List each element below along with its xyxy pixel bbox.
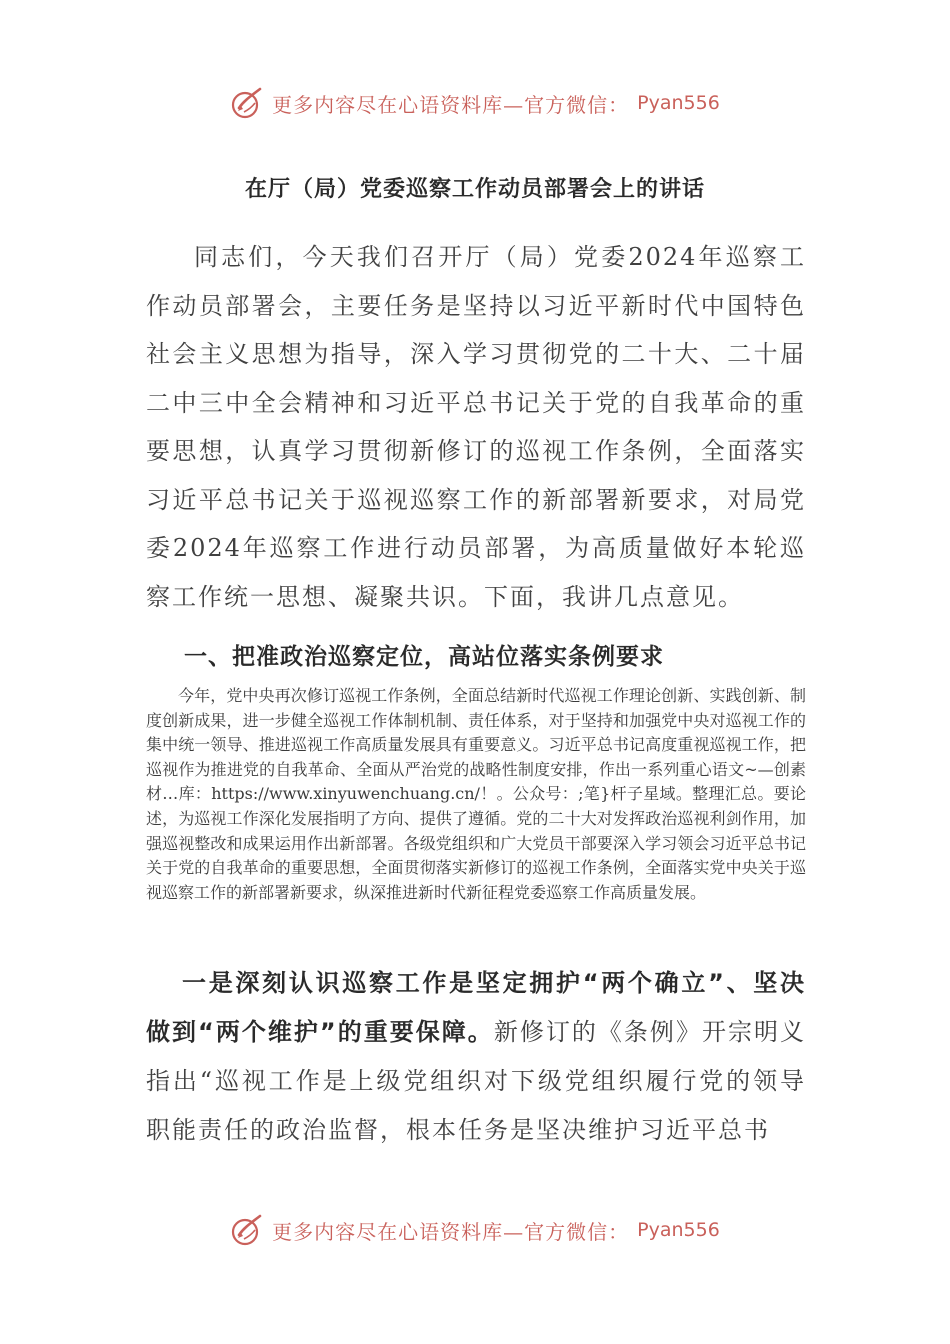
opening-paragraph: 同志们，今天我们召开厅（局）党委2024年巡察工作动员部署会，主要任务是坚持以习近平新时代中国特色社会主义思想为指导，深入学习贯彻党的二十大、二十届二中三中全会精神和习近平总书记关于党的自我革命的重要思想，认真学习贯彻新修订的巡视工作条例，全面落实习近平总书记关于巡视巡察工作的新部署新要求，对局党委2024年巡察工作进行动员部署，为高质量做好本轮巡察工作统一思想、凝聚共识。下面，我讲几点意见。 xyxy=(146,243,806,611)
footer-watermark xyxy=(0,1213,950,1247)
point-one-body: 新修订的《条例》开宗明义指出“巡视工作是上级党组织对下级党组织履行党的领导职能责任的政治监督，根本任务是坚决维护习近平总书 xyxy=(146,1018,807,1144)
header-watermark xyxy=(0,86,950,120)
header-watermark-text: 更多内容尽在心语资料库—官方微信： xyxy=(272,92,630,117)
footer-watermark-text: 更多内容尽在心语资料库—官方微信： xyxy=(272,1219,630,1244)
document-title: 在厅（局）党委巡察工作动员部署会上的讲话 xyxy=(244,176,705,202)
header-wechat-id: Pyan556 xyxy=(637,92,720,114)
point-one-paragraph xyxy=(146,959,806,1155)
point-one-lead: 一是深刻认识巡察工作是坚定拥护“两个确立”、坚决做到“两个维护”的重要保障。 xyxy=(146,969,806,1046)
footer-wechat-id: Pyan556 xyxy=(637,1219,720,1241)
section-heading-1: 一、把准政治巡察定位，高站位落实条例要求 xyxy=(184,644,664,670)
section-1-paragraph: 今年，党中央再次修订巡视工作条例，全面总结新时代巡视工作理论创新、实践创新、制度创新成果，进一步健全巡视工作体制机制、责任体系，对于坚持和加强党中央对巡视工作的集中统一领导、推进巡视工作高质量发展具有重要意义。习近平总书记高度重视巡视工作，把巡视作为推进党的自我革命、全面从严治党的战略性制度安排，作出一系列重心语文~—创素材…库：https://www.xinyuwenchuang.cn/！。公众号：;笔}杆子星域。整理汇总。要论述，为巡视工作深化发展指明了方向、提供了遵循。党的二十大对发挥政治巡视利剑作用，加强巡视整改和成果运用作出新部署。各级党组织和广大党员干部要深入学习领会习近平总书记关于党的自我革命的重要思想，全面贯彻落实新修订的巡视工作条例，全面落实党中央关于巡视巡察工作的新部署新要求，纵深推进新时代新征程党委巡察工作高质量发展。 xyxy=(146,686,806,902)
pen-logo-icon xyxy=(230,1213,264,1247)
pen-logo-icon xyxy=(230,86,264,120)
